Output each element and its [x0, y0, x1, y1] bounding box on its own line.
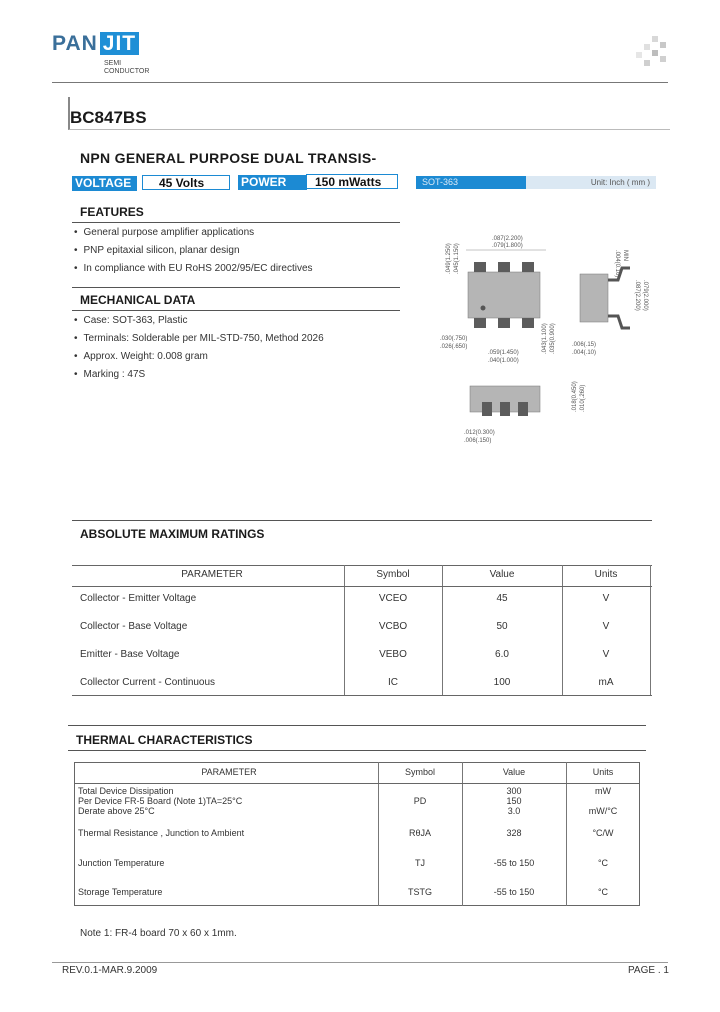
unit-line: mW [595, 786, 611, 796]
row-parameter: Collector - Emitter Voltage [80, 593, 197, 604]
row-parameter: Collector Current - Continuous [80, 677, 216, 688]
row-unit [566, 786, 640, 816]
table-row [72, 677, 652, 705]
footer-rule [52, 962, 668, 963]
power-value: 150 mWatts [306, 174, 398, 189]
dim-left-label2: .045(1.150) [454, 243, 460, 274]
value-line: 150 [506, 796, 522, 806]
col-header: Value [502, 767, 526, 777]
voltage-value: 45 Volts [142, 175, 230, 190]
thermal-heading-rule [68, 750, 646, 751]
voltage-label: VOLTAGE [72, 176, 137, 191]
dim-foot-label: .018(0.450) [572, 381, 578, 412]
header-divider [52, 82, 668, 83]
dim-lead-label2: .004(.10) [572, 350, 597, 356]
row-unit: °C/W [592, 828, 614, 838]
logo-subtitle [104, 60, 149, 76]
row-unit: °C [597, 858, 609, 868]
features-rule [72, 222, 400, 223]
logo-sub-line2: CONDUCTOR [104, 68, 150, 75]
revision-text: REV.0.1-MAR.9.2009 [62, 965, 158, 976]
abs-max-header-bottom [72, 586, 652, 587]
dim-height-label2: .035(0.900) [550, 323, 556, 354]
abs-max-heading: ABSOLUTE MAXIMUM RATINGS [80, 527, 265, 541]
value-line: 300 [506, 786, 522, 796]
row-parameter [78, 786, 242, 816]
row-parameter: Thermal Resistance , Junction to Ambient [78, 828, 245, 838]
thermal-rows [74, 786, 640, 911]
table-row [74, 824, 640, 852]
mechanical-item: • Marking : 47S [74, 366, 324, 384]
row-value: 100 [493, 677, 511, 688]
power-label: POWER [238, 175, 307, 190]
mechanical-rule [72, 310, 400, 311]
unit-line [566, 796, 640, 806]
row-symbol: IC [388, 677, 398, 688]
col-header: Units [594, 569, 618, 580]
dim-side-label: .087(2.200) [634, 280, 640, 311]
row-symbol: RθJA [408, 828, 431, 838]
table-row [72, 621, 652, 649]
feature-item: • PNP epitaxial silicon, planar design [74, 242, 313, 260]
row-unit: mA [598, 677, 614, 688]
row-symbol: TJ [415, 858, 425, 868]
row-value: 6.0 [495, 649, 509, 660]
row-parameter: Storage Temperature [78, 887, 163, 897]
table-row [74, 854, 640, 883]
param-line: Total Device Dissipation [78, 786, 174, 796]
row-value [462, 786, 566, 816]
dim-foot-label2: .010(.260) [580, 384, 586, 412]
logo-sub-line1: SEMI [104, 60, 122, 67]
row-unit: V [602, 649, 610, 660]
dim-lead-label: .006(.15) [572, 342, 597, 348]
part-number-frame [68, 97, 670, 130]
note-text: Note 1: FR-4 board 70 x 60 x 1mm. [80, 928, 237, 939]
mechanical-list [74, 312, 324, 384]
table-row [72, 649, 652, 677]
abs-max-top-rule [72, 520, 652, 521]
dim-pitch-label2: .040(1.000) [488, 358, 519, 364]
col-header: Units [592, 767, 614, 777]
abs-max-rows [72, 593, 652, 705]
dim-pin-label2: .026(.650) [440, 344, 468, 350]
dim-top-label2: .079(1.800) [492, 243, 523, 249]
abs-max-table [72, 569, 652, 583]
row-symbol: VCBO [378, 621, 408, 632]
row-symbol: VEBO [379, 649, 407, 660]
abs-max-header-row [72, 569, 652, 583]
col-header: Symbol [404, 767, 435, 777]
panjit-logo [52, 32, 139, 56]
row-value: 45 [496, 593, 508, 604]
param-line: Derate above 25°C [78, 806, 155, 816]
feature-item: • General purpose amplifier applications [74, 224, 313, 242]
features-heading: FEATURES [80, 205, 144, 219]
features-list [74, 224, 313, 278]
page-number: PAGE . 1 [628, 965, 669, 976]
logo-highlight: JIT [100, 32, 139, 55]
table-row [72, 593, 652, 621]
device-title: NPN GENERAL PURPOSE DUAL TRANSIS- [80, 150, 377, 166]
dim-bottom-label: .012(0.300) [464, 430, 495, 436]
logo-prefix: PAN [52, 32, 98, 55]
dim-pitch-label: .059(1.450) [488, 350, 519, 356]
row-unit: V [602, 621, 610, 632]
part-number: BC847BS [70, 108, 147, 127]
dim-height-label: .043(1.100) [542, 323, 548, 354]
dim-bottom-label2: .006(.150) [464, 438, 492, 444]
mechanical-item: • Approx. Weight: 0.008 gram [74, 348, 324, 366]
package-unit: Unit: Inch ( mm ) [526, 176, 656, 189]
row-parameter: Junction Temperature [78, 858, 165, 868]
package-name: SOT-363 [416, 176, 526, 189]
param-line: Per Device FR-5 Board (Note 1)TA=25°C [78, 796, 243, 806]
row-parameter: Emitter - Base Voltage [80, 649, 180, 660]
col-header: PARAMETER [181, 569, 243, 580]
row-value: 50 [496, 621, 508, 632]
col-header: Value [489, 569, 515, 580]
thermal-top-rule [68, 725, 646, 726]
dim-left-label: .049(1.250) [446, 243, 452, 274]
dim-side-label2: .079(2.000) [642, 280, 648, 311]
row-parameter: Collector - Base Voltage [80, 621, 188, 632]
thermal-table [74, 767, 640, 781]
row-symbol: VCEO [378, 593, 408, 604]
dim-right-label: .004(0.10) [614, 250, 620, 278]
table-row [74, 786, 640, 826]
abs-max-header-top [72, 565, 652, 566]
row-unit: V [602, 593, 610, 604]
thermal-header-row [74, 767, 640, 781]
mechanical-item: • Terminals: Solderable per MIL-STD-750, Method 2026 [74, 330, 324, 348]
col-header: PARAMETER [201, 767, 257, 777]
mechanical-heading: MECHANICAL DATA [80, 293, 196, 307]
thermal-heading: THERMAL CHARACTERISTICS [76, 733, 253, 747]
row-value: -55 to 150 [493, 858, 535, 868]
dim-pin-label: .030(.750) [440, 336, 468, 342]
checker-ornament-icon [636, 36, 668, 68]
col-header: Symbol [376, 569, 410, 580]
row-symbol: PD [413, 796, 427, 806]
dim-top-label: .087(2.200) [492, 236, 523, 242]
unit-line: mW/°C [588, 806, 618, 816]
row-symbol: TSTG [408, 887, 432, 897]
mechanical-top-rule [72, 287, 400, 288]
dim-right-label2: MIN [622, 250, 628, 261]
row-value: -55 to 150 [493, 887, 535, 897]
feature-item: • In compliance with EU RoHS 2002/95/EC directives [74, 260, 313, 278]
table-row [74, 883, 640, 911]
row-unit: °C [597, 887, 609, 897]
row-value: 328 [506, 828, 522, 838]
sot363-package-drawing [430, 228, 660, 452]
thermal-header-rule [74, 783, 640, 784]
mechanical-item: • Case: SOT-363, Plastic [74, 312, 324, 330]
value-line: 3.0 [507, 806, 521, 816]
